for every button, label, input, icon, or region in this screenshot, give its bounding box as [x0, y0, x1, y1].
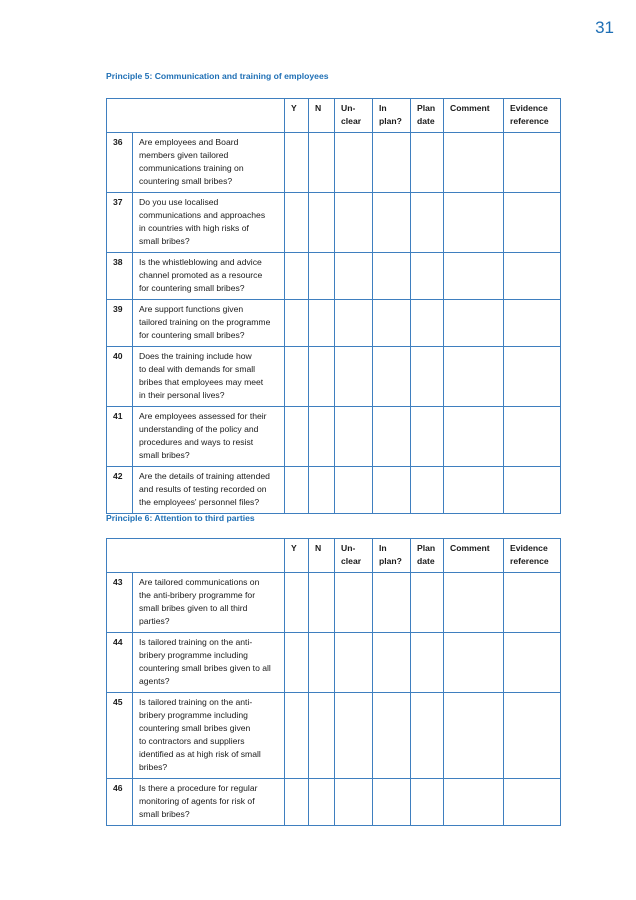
answer-cell-n[interactable]: [309, 779, 335, 826]
question-text: Does the training include how to deal with demands for small bribes that employees may meet in their personal lives?: [133, 347, 285, 407]
answer-cell-plan-date[interactable]: [411, 573, 444, 633]
answer-cell-comment[interactable]: [444, 407, 504, 467]
header-blank-cell: [107, 539, 285, 573]
header-comment: Comment: [444, 539, 504, 573]
answer-cell-unclear[interactable]: [335, 347, 373, 407]
question-text: Are employees assessed for their understanding of the policy and procedures and ways to resist small bribes?: [133, 407, 285, 467]
answer-cell-n[interactable]: [309, 193, 335, 253]
question-number: 38: [107, 253, 133, 300]
header-unclear: Un- clear: [335, 99, 373, 133]
header-comment: Comment: [444, 99, 504, 133]
answer-cell-plan-date[interactable]: [411, 407, 444, 467]
question-text: Do you use localised communications and approaches in countries with high risks of small bribes?: [133, 193, 285, 253]
answer-cell-unclear[interactable]: [335, 253, 373, 300]
answer-cell-evidence-reference[interactable]: [504, 253, 561, 300]
header-in-plan: In plan?: [373, 99, 411, 133]
answer-cell-evidence-reference[interactable]: [504, 779, 561, 826]
answer-cell-in-plan[interactable]: [373, 133, 411, 193]
answer-cell-y[interactable]: [285, 347, 309, 407]
answer-cell-y[interactable]: [285, 573, 309, 633]
answer-cell-plan-date[interactable]: [411, 779, 444, 826]
answer-cell-y[interactable]: [285, 407, 309, 467]
table-row: [107, 633, 561, 693]
answer-cell-unclear[interactable]: [335, 407, 373, 467]
header-in-plan: In plan?: [373, 539, 411, 573]
answer-cell-n[interactable]: [309, 347, 335, 407]
answer-cell-evidence-reference[interactable]: [504, 407, 561, 467]
checklist-table-principle-5: [106, 98, 561, 514]
answer-cell-in-plan[interactable]: [373, 347, 411, 407]
header-unclear: Un- clear: [335, 539, 373, 573]
answer-cell-unclear[interactable]: [335, 193, 373, 253]
answer-cell-comment[interactable]: [444, 193, 504, 253]
answer-cell-in-plan[interactable]: [373, 779, 411, 826]
table-header-row: [107, 99, 561, 133]
header-y: Y: [285, 99, 309, 133]
question-text: Is the whistleblowing and advice channel promoted as a resource for countering small bribes?: [133, 253, 285, 300]
question-number: 39: [107, 300, 133, 347]
question-text: Is tailored training on the anti- bribery programme including countering small bribes given to all agents?: [133, 633, 285, 693]
question-number: 41: [107, 407, 133, 467]
answer-cell-in-plan[interactable]: [373, 693, 411, 779]
question-number: 45: [107, 693, 133, 779]
question-number: 46: [107, 779, 133, 826]
table-row: [107, 253, 561, 300]
table-row: [107, 693, 561, 779]
answer-cell-unclear[interactable]: [335, 573, 373, 633]
table-row: [107, 407, 561, 467]
checklist-table-principle-6: [106, 538, 561, 826]
answer-cell-y[interactable]: [285, 253, 309, 300]
question-number: 37: [107, 193, 133, 253]
question-number: 36: [107, 133, 133, 193]
question-number: 42: [107, 467, 133, 514]
answer-cell-in-plan[interactable]: [373, 300, 411, 347]
answer-cell-evidence-reference[interactable]: [504, 347, 561, 407]
answer-cell-y[interactable]: [285, 633, 309, 693]
answer-cell-in-plan[interactable]: [373, 467, 411, 514]
answer-cell-comment[interactable]: [444, 693, 504, 779]
header-blank-cell: [107, 99, 285, 133]
answer-cell-plan-date[interactable]: [411, 467, 444, 514]
table-row: [107, 779, 561, 826]
table-row: [107, 300, 561, 347]
answer-cell-comment[interactable]: [444, 467, 504, 514]
answer-cell-y[interactable]: [285, 193, 309, 253]
answer-cell-unclear[interactable]: [335, 633, 373, 693]
answer-cell-plan-date[interactable]: [411, 633, 444, 693]
answer-cell-unclear[interactable]: [335, 133, 373, 193]
page-number: 31: [595, 18, 614, 37]
answer-cell-n[interactable]: [309, 133, 335, 193]
answer-cell-n[interactable]: [309, 467, 335, 514]
answer-cell-plan-date[interactable]: [411, 300, 444, 347]
answer-cell-in-plan[interactable]: [373, 407, 411, 467]
table-header-row: [107, 539, 561, 573]
question-number: 40: [107, 347, 133, 407]
section-title-principle-5: Principle 5: Communication and training of employees: [106, 71, 329, 81]
table-row: [107, 467, 561, 514]
answer-cell-comment[interactable]: [444, 300, 504, 347]
header-plan-date: Plan date: [411, 539, 444, 573]
answer-cell-in-plan[interactable]: [373, 193, 411, 253]
answer-cell-unclear[interactable]: [335, 693, 373, 779]
answer-cell-plan-date[interactable]: [411, 133, 444, 193]
answer-cell-evidence-reference[interactable]: [504, 693, 561, 779]
answer-cell-in-plan[interactable]: [373, 573, 411, 633]
answer-cell-comment[interactable]: [444, 633, 504, 693]
question-text: Is there a procedure for regular monitoring of agents for risk of small bribes?: [133, 779, 285, 826]
question-text: Is tailored training on the anti- bribery programme including countering small bribes given to contractors and suppliers identified as at high risk of small bribes?: [133, 693, 285, 779]
question-text: Are tailored communications on the anti-bribery programme for small bribes given to all third parties?: [133, 573, 285, 633]
header-plan-date: Plan date: [411, 99, 444, 133]
header-n: N: [309, 539, 335, 573]
answer-cell-comment[interactable]: [444, 253, 504, 300]
table-row: [107, 347, 561, 407]
header-evidence-reference: Evidence reference: [504, 99, 561, 133]
answer-cell-comment[interactable]: [444, 347, 504, 407]
answer-cell-plan-date[interactable]: [411, 347, 444, 407]
answer-cell-plan-date[interactable]: [411, 253, 444, 300]
table-row: [107, 193, 561, 253]
answer-cell-evidence-reference[interactable]: [504, 573, 561, 633]
answer-cell-plan-date[interactable]: [411, 193, 444, 253]
answer-cell-evidence-reference[interactable]: [504, 193, 561, 253]
answer-cell-y[interactable]: [285, 300, 309, 347]
question-text: Are employees and Board members given tailored communications training on countering small bribes?: [133, 133, 285, 193]
header-y: Y: [285, 539, 309, 573]
answer-cell-in-plan[interactable]: [373, 253, 411, 300]
answer-cell-y[interactable]: [285, 779, 309, 826]
header-n: N: [309, 99, 335, 133]
table-row: [107, 573, 561, 633]
answer-cell-unclear[interactable]: [335, 779, 373, 826]
table-row: [107, 133, 561, 193]
section-title-principle-6: Principle 6: Attention to third parties: [106, 513, 255, 523]
answer-cell-n[interactable]: [309, 253, 335, 300]
answer-cell-comment[interactable]: [444, 779, 504, 826]
answer-cell-y[interactable]: [285, 467, 309, 514]
answer-cell-n[interactable]: [309, 633, 335, 693]
question-text: Are the details of training attended and results of testing recorded on the employees' personnel files?: [133, 467, 285, 514]
answer-cell-evidence-reference[interactable]: [504, 133, 561, 193]
answer-cell-unclear[interactable]: [335, 467, 373, 514]
question-number: 43: [107, 573, 133, 633]
answer-cell-evidence-reference[interactable]: [504, 633, 561, 693]
answer-cell-n[interactable]: [309, 407, 335, 467]
answer-cell-n[interactable]: [309, 300, 335, 347]
question-number: 44: [107, 633, 133, 693]
answer-cell-comment[interactable]: [444, 133, 504, 193]
answer-cell-y[interactable]: [285, 693, 309, 779]
answer-cell-y[interactable]: [285, 133, 309, 193]
answer-cell-n[interactable]: [309, 693, 335, 779]
question-text: Are support functions given tailored training on the programme for countering small bribes?: [133, 300, 285, 347]
answer-cell-evidence-reference[interactable]: [504, 300, 561, 347]
answer-cell-unclear[interactable]: [335, 300, 373, 347]
answer-cell-in-plan[interactable]: [373, 633, 411, 693]
answer-cell-n[interactable]: [309, 573, 335, 633]
header-evidence-reference: Evidence reference: [504, 539, 561, 573]
answer-cell-evidence-reference[interactable]: [504, 467, 561, 514]
answer-cell-comment[interactable]: [444, 573, 504, 633]
answer-cell-plan-date[interactable]: [411, 693, 444, 779]
